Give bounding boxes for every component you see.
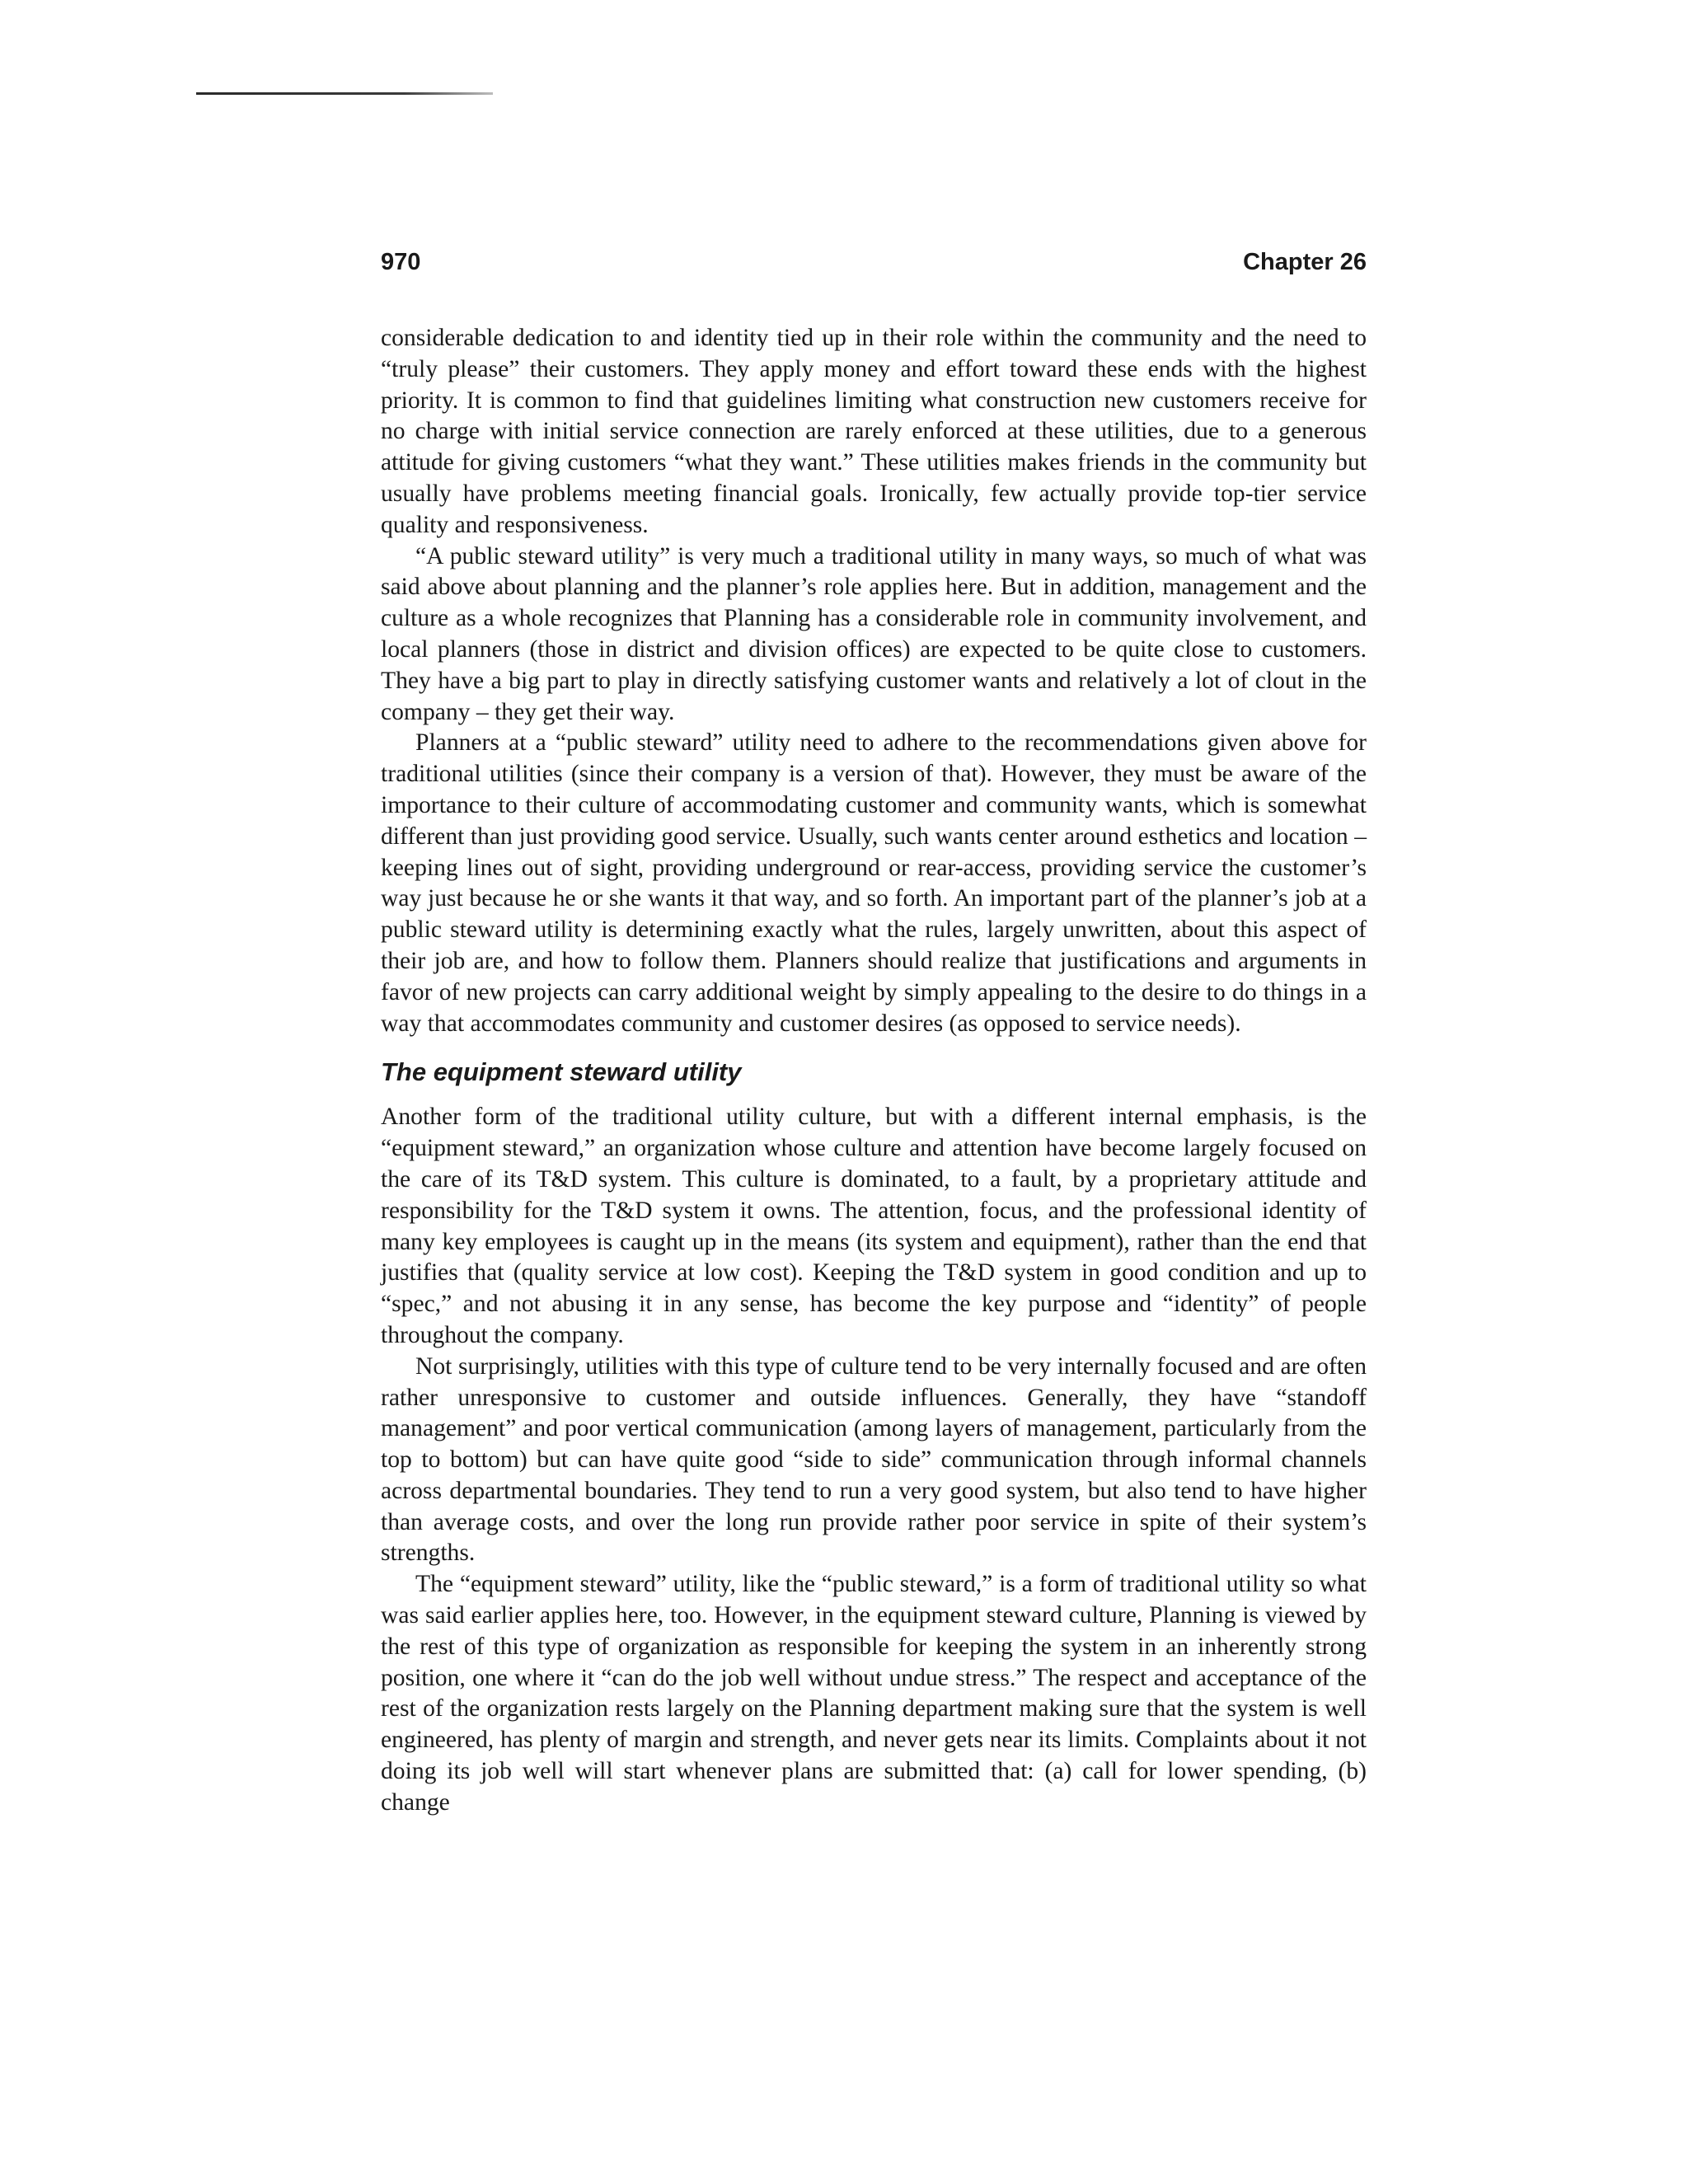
paragraph: “A public steward utility” is very much a traditional utility in many ways, so much of what was said above about planning and the planner’s role applies here. But in addition, management and the culture as a whole recognizes that Planning has a considerable role in community involvement, and local planners (those in district and division offices) are expected to be quite close to customers. They have a big part to play in directly satisfying customer wants and relatively a lot of clout in the company – they get their way.: [381, 542, 1367, 725]
paragraph: considerable dedication to and identity tied up in their role within the community and the need to “truly please” their customers. They apply money and effort toward these ends with the highest priority. It is common to find that guidelines limiting what construction new customers receive for no charge with initial service connection are rarely enforced at these utilities, due to a generous attitude for giving customers “what they want.” These utilities makes friends in the community but usually have problems meeting financial goals. Ironically, few actually provide top-tier service quality and responsiveness.: [381, 325, 1367, 538]
chapter-label: Chapter 26: [1243, 249, 1367, 275]
page-body: [381, 323, 1367, 1819]
running-head: [381, 247, 1367, 277]
section-heading: The equipment steward utility: [381, 1057, 742, 1087]
paragraph: Another form of the traditional utility culture, but with a different internal emphasis, is the “equipment steward,” an organization whose culture and attention have become largely focused on the care of its T&D system. This culture is dominated, to a fault, by a proprietary attitude and responsibility for the T&D system it owns. The attention, focus, and the professional identity of many key employees is caught up in the means (its system and equipment), rather than the end that justifies that (quality service at low cost). Keeping the T&D system in good condition and up to “spec,” and not abusing it in any sense, has become the key purpose and “identity” of people throughout the company.: [381, 1104, 1367, 1348]
paragraph: Planners at a “public steward” utility need to adhere to the recommendations given above for traditional utilities (since their company is a version of that). However, they must be aware of the importance to their culture of accommodating customer and community wants, which is somewhat different than just providing good service. Usually, such wants center around esthetics and location – keeping lines out of sight, providing underground or rear-access, providing service the customer’s way just because he or she wants it that way, and so forth. An important part of the planner’s job at a public steward utility is determining exactly what the rules, largely unwritten, about this aspect of their job are, and how to follow them. Planners should realize that justifications and arguments in favor of new projects can carry additional weight by simply appealing to the desire to do things in a way that accommodates community and customer desires (as opposed to service needs).: [381, 729, 1367, 1037]
page-number: 970: [381, 249, 421, 275]
paragraph: The “equipment steward” utility, like the “public steward,” is a form of traditional utility so what was said earlier applies here, too. However, in the equipment steward culture, Planning is viewed by the rest of this type of organization as responsible for keeping the system in an inherently strong position, one where it “can do the job well without undue stress.” The respect and acceptance of the rest of the organization rests largely on the Planning department making sure that the system is well engineered, has plenty of margin and strength, and never gets near its limits. Complaints about it not doing its job well will start whenever plans are submitted that: (a) call for lower spending, (b) change: [381, 1571, 1367, 1816]
paragraph: Not surprisingly, utilities with this type of culture tend to be very internally focused and are often rather unresponsive to customer and outside influences. Generally, they have “standoff management” and poor vertical communication (among layers of management, particularly from the top to bottom) but can have quite good “side to side” communication through informal channels across departmental boundaries. They tend to run a very good system, but also tend to have higher than average costs, and over the long run provide rather poor service in spite of their system’s strengths.: [381, 1352, 1367, 1567]
scan-edge-rule: [196, 92, 493, 95]
